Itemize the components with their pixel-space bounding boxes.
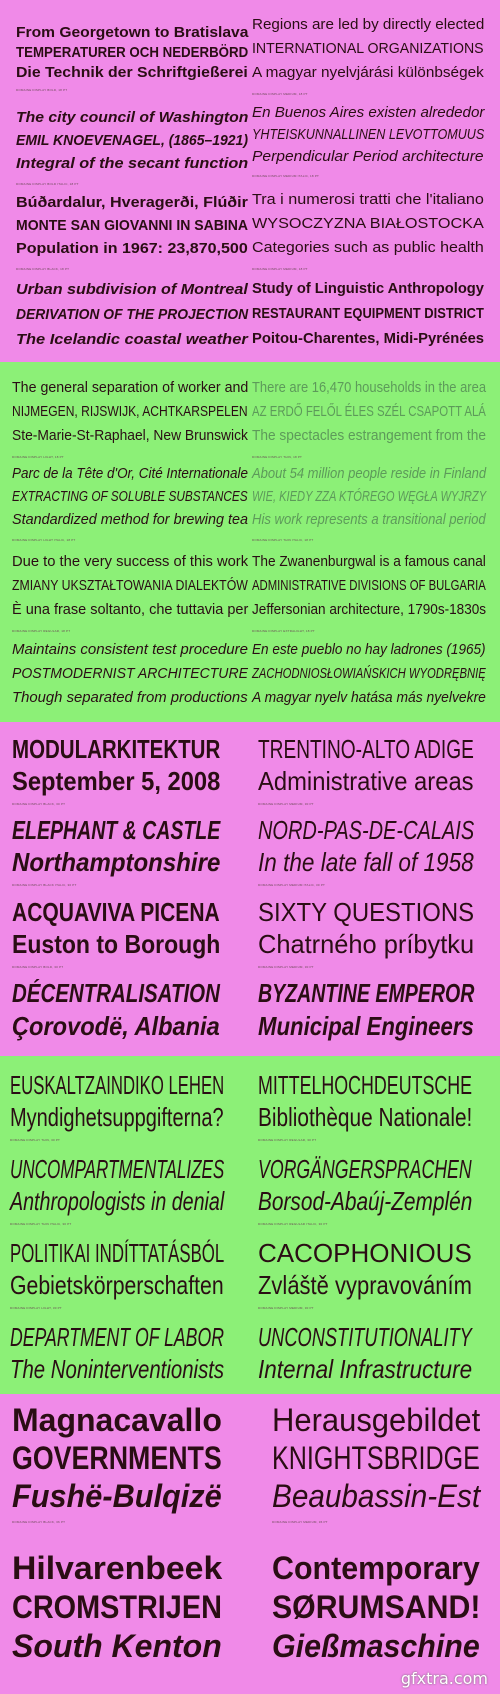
specimen-line: YHTEISKUNNALLINEN LEVOTTOMUUS bbox=[252, 126, 485, 143]
font-caption: DOMAINE DISPLAY MEDIUM, 36 PT bbox=[272, 1520, 328, 1524]
specimen-line: NORD-PAS-DE-CALAIS bbox=[258, 815, 475, 845]
specimen-line: MITTELHOCHDEUTSCHE bbox=[258, 1070, 473, 1100]
font-caption: DOMAINE DISPLAY THIN ITALIC, 18 PT bbox=[252, 538, 314, 542]
specimen-block bbox=[252, 191, 492, 271]
specimen-block bbox=[272, 1402, 500, 1524]
specimen-line: From Georgetown to Bratislava bbox=[16, 24, 249, 41]
font-caption: DOMAINE DISPLAY THIN, 18 PT bbox=[252, 455, 303, 459]
specimen-line: AZ ERDŐ FELŐL ÉLES SZÉL CSAPOTT ALÁ bbox=[252, 403, 486, 420]
specimen-line: Due to the very success of this work bbox=[12, 553, 249, 570]
specimen-line: Bibliothèque Nationale! bbox=[258, 1102, 473, 1132]
specimen-block bbox=[12, 1402, 252, 1524]
specimen-line: Gießmaschine bbox=[272, 1628, 480, 1664]
font-caption: DOMAINE DISPLAY THIN ITALIC, 30 PT bbox=[10, 1222, 72, 1226]
specimen-block bbox=[252, 465, 492, 542]
specimen-block bbox=[258, 978, 498, 1044]
specimen-line: A magyar nyelvjárási különbségek bbox=[252, 64, 484, 81]
specimen-line: MODULARKITEKTUR bbox=[12, 734, 221, 764]
specimen-band-1 bbox=[0, 0, 500, 362]
specimen-line: The Zwanenburgwal is a famous canal bbox=[252, 553, 486, 570]
watermark: gfxtra.com bbox=[400, 1669, 488, 1688]
specimen-block bbox=[258, 1070, 498, 1142]
specimen-line: Parc de la Tête d'Or, Cité Internationale bbox=[12, 465, 249, 482]
font-caption: DOMAINE DISPLAY MEDIUM ITALIC, 18 PT bbox=[252, 174, 320, 178]
font-caption: DOMAINE DISPLAY MEDIUM, 18 PT bbox=[252, 267, 308, 271]
specimen-line: His work represents a transitional period bbox=[252, 511, 486, 528]
font-caption: DOMAINE DISPLAY REGULAR ITALIC, 30 PT bbox=[258, 1222, 328, 1226]
specimen-line: Búðardalur, Hveragerði, Flúðir bbox=[16, 194, 248, 211]
specimen-line: Population in 1967: 23,870,500 bbox=[16, 240, 248, 257]
specimen-line: Borsod-Abaúj-Zemplén bbox=[258, 1186, 473, 1216]
specimen-line: Municipal Engineers bbox=[258, 1011, 474, 1041]
specimen-line: Urban subdivision of Montreal bbox=[16, 281, 248, 298]
specimen-block bbox=[252, 379, 492, 459]
specimen-block bbox=[12, 734, 252, 806]
specimen-block bbox=[258, 897, 498, 969]
specimen-line: GOVERNMENTS bbox=[12, 1440, 222, 1476]
font-caption: DOMAINE DISPLAY REGULAR, 18 PT bbox=[12, 629, 71, 633]
specimen-block bbox=[12, 1550, 252, 1667]
specimen-line: SØRUMSAND! bbox=[272, 1589, 481, 1625]
specimen-line: In the late fall of 1958 bbox=[258, 847, 474, 877]
specimen-block bbox=[16, 24, 256, 92]
specimen-line: CROMSTRIJEN bbox=[12, 1589, 222, 1625]
specimen-line: Fushë-Bulqizë bbox=[12, 1478, 222, 1514]
specimen-line: Herausgebildet bbox=[272, 1402, 481, 1438]
specimen-line: South Kenton bbox=[12, 1628, 222, 1664]
specimen-line: The city council of Washington bbox=[16, 109, 249, 126]
specimen-line: The Icelandic coastal weather bbox=[16, 331, 248, 348]
specimen-line: RESTAURANT EQUIPMENT DISTRICT bbox=[252, 305, 484, 322]
specimen-line: Poitou-Charentes, Midi-Pyrénées bbox=[252, 330, 485, 347]
specimen-line: TEMPERATURER OCH NEDERBÖRD bbox=[16, 44, 249, 61]
specimen-line: Tra i numerosi tratti che l'italiano bbox=[252, 191, 484, 208]
font-caption: DOMAINE DISPLAY MEDIUM, 18 PT bbox=[252, 92, 308, 96]
specimen-block bbox=[258, 1322, 498, 1386]
specimen-line: WIE, KIEDY ZZA KTÓREGO WĘGŁA WYJRZY bbox=[252, 488, 487, 505]
specimen-line: ZACHODNIOSŁOWIAŃSKICH WYODRĘBNIĘ bbox=[252, 665, 486, 682]
specimen-line: EMIL KNOEVENAGEL, (1865–1921) bbox=[16, 132, 248, 149]
specimen-line: There are 16,470 households in the area bbox=[252, 379, 487, 396]
specimen-line: Zvláště vypravováním bbox=[258, 1270, 472, 1300]
specimen-line: Study of Linguistic Anthropology bbox=[252, 280, 484, 297]
specimen-line: DEPARTMENT OF LABOR bbox=[10, 1322, 224, 1352]
specimen-block bbox=[12, 379, 252, 459]
specimen-line: The general separation of worker and bbox=[12, 379, 249, 396]
specimen-block bbox=[16, 281, 256, 356]
specimen-line: Ste-Marie-St-Raphael, New Brunswick bbox=[12, 427, 248, 444]
specimen-line: Administrative areas bbox=[258, 766, 474, 796]
font-caption: DOMAINE DISPLAY LIGHT, 18 PT bbox=[12, 455, 64, 459]
specimen-line: Standardized method for brewing tea bbox=[12, 511, 248, 528]
specimen-line: ELEPHANT & CASTLE bbox=[12, 815, 221, 845]
specimen-block bbox=[10, 1070, 250, 1142]
font-caption: DOMAINE DISPLAY BLACK, 30 PT bbox=[12, 802, 66, 806]
specimen-band-2 bbox=[0, 362, 500, 722]
specimen-block bbox=[12, 641, 252, 713]
specimen-block bbox=[10, 1154, 250, 1226]
specimen-block bbox=[252, 280, 492, 355]
font-caption: DOMAINE DISPLAY THIN, 30 PT bbox=[10, 1138, 61, 1142]
font-caption: DOMAINE DISPLAY BLACK, 36 PT bbox=[12, 1520, 66, 1524]
specimen-line: DÉCENTRALISATION bbox=[12, 978, 220, 1008]
font-caption: DOMAINE DISPLAY MEDIUM, 30 PT bbox=[258, 802, 314, 806]
specimen-line: NIJMEGEN, RIJSWIJK, ACHTKARSPELEN bbox=[12, 403, 248, 420]
font-caption: DOMAINE DISPLAY LIGHT, 30 PT bbox=[10, 1306, 62, 1310]
specimen-block bbox=[12, 815, 252, 887]
specimen-line: MONTE SAN GIOVANNI IN SABINA bbox=[16, 217, 249, 234]
specimen-line: En este pueblo no hay ladrones (1965) bbox=[252, 641, 486, 658]
specimen-line: POLITIKAI INDÍTTATÁSBÓL bbox=[10, 1238, 225, 1268]
specimen-block bbox=[258, 1238, 498, 1310]
specimen-line: Myndighetsuppgifterna? bbox=[10, 1102, 224, 1132]
specimen-line: Beaubassin-Est bbox=[272, 1478, 481, 1514]
font-caption: DOMAINE DISPLAY MEDIUM, 30 PT bbox=[258, 965, 314, 969]
font-caption: DOMAINE DISPLAY LIGHT ITALIC, 18 PT bbox=[12, 538, 76, 542]
specimen-line: Jeffersonian architecture, 1790s-1830s bbox=[252, 601, 487, 618]
specimen-block bbox=[252, 16, 492, 96]
specimen-line: Chatrného príbytku bbox=[258, 929, 475, 959]
specimen-line: ACQUAVIVA PICENA bbox=[12, 897, 220, 927]
specimen-line: DERIVATION OF THE PROJECTION bbox=[16, 306, 249, 323]
specimen-band-5 bbox=[0, 1394, 500, 1694]
specimen-block bbox=[16, 194, 256, 271]
specimen-line: Internal Infrastructure bbox=[258, 1354, 473, 1384]
specimen-block bbox=[10, 1322, 250, 1386]
specimen-line: KNIGHTSBRIDGE bbox=[272, 1440, 480, 1476]
specimen-line: Though separated from productions bbox=[12, 689, 248, 706]
specimen-band-4 bbox=[0, 1056, 500, 1394]
specimen-block bbox=[252, 104, 492, 178]
specimen-line: POSTMODERNIST ARCHITECTURE bbox=[12, 665, 248, 682]
specimen-block bbox=[252, 641, 492, 713]
specimen-line: Magnacavallo bbox=[12, 1402, 222, 1438]
specimen-block bbox=[16, 109, 256, 186]
specimen-line: About 54 million people reside in Finland bbox=[252, 465, 487, 482]
specimen-block bbox=[258, 734, 498, 806]
specimen-line: BYZANTINE EMPEROR bbox=[258, 978, 475, 1008]
specimen-line: En Buenos Aires existen alrededor bbox=[252, 104, 485, 121]
font-caption: DOMAINE DISPLAY MEDIUM, 30 PT bbox=[258, 1306, 314, 1310]
specimen-block bbox=[252, 553, 492, 633]
specimen-line: EUSKALTZAINDIKO LEHEN bbox=[10, 1070, 225, 1100]
specimen-block bbox=[10, 1238, 250, 1310]
specimen-line: EXTRACTING OF SOLUBLE SUBSTANCES bbox=[12, 488, 248, 505]
specimen-line: The spectacles estrangement from the bbox=[252, 427, 486, 444]
specimen-line: Categories such as public health bbox=[252, 239, 484, 256]
specimen-block bbox=[12, 553, 252, 633]
specimen-block bbox=[12, 978, 252, 1044]
specimen-line: Çorovodë, Albania bbox=[12, 1011, 220, 1041]
specimen-block bbox=[258, 815, 498, 887]
specimen-line: ZMIANY UKSZTAŁTOWANIA DIALEKTÓW bbox=[12, 577, 248, 594]
specimen-line: ADMINISTRATIVE DIVISIONS OF BULGARIA bbox=[252, 577, 486, 594]
specimen-line: A magyar nyelv hatása más nyelvekre bbox=[252, 689, 486, 706]
specimen-line: INTERNATIONAL ORGANIZATIONS bbox=[252, 40, 484, 57]
specimen-line: September 5, 2008 bbox=[12, 766, 221, 796]
specimen-line: Hilvarenbeek bbox=[12, 1550, 223, 1586]
font-caption: DOMAINE DISPLAY MEDIUM ITALIC, 30 PT bbox=[258, 883, 326, 887]
specimen-line: CACOPHONIOUS bbox=[258, 1238, 472, 1268]
specimen-line: Euston to Borough bbox=[12, 929, 221, 959]
font-caption: DOMAINE DISPLAY REGULAR, 30 PT bbox=[258, 1138, 317, 1142]
font-caption: DOMAINE DISPLAY BLACK, 18 PT bbox=[16, 267, 70, 271]
specimen-block bbox=[12, 897, 252, 969]
specimen-line: UNCONSTITUTIONALITY bbox=[258, 1322, 472, 1352]
specimen-line: SIXTY QUESTIONS bbox=[258, 897, 475, 927]
font-caption: DOMAINE DISPLAY BOLD, 18 PT bbox=[16, 88, 68, 92]
specimen-line: UNCOMPARTMENTALIZES bbox=[10, 1154, 225, 1184]
specimen-line: Regions are led by directly elected bbox=[252, 16, 485, 33]
font-caption: DOMAINE DISPLAY BOLD ITALIC, 18 PT bbox=[16, 182, 79, 186]
specimen-line: WYSOCZYZNA BIAŁOSTOCKA bbox=[252, 215, 484, 232]
specimen-block bbox=[272, 1550, 500, 1667]
font-caption: DOMAINE DISPLAY BLACK ITALIC, 30 PT bbox=[12, 883, 77, 887]
specimen-line: Gebietskörperschaften bbox=[10, 1270, 224, 1300]
specimen-band-3 bbox=[0, 722, 500, 1056]
font-caption: DOMAINE DISPLAY EXTRALIGHT, 18 PT bbox=[252, 629, 315, 633]
specimen-line: Northamptonshire bbox=[12, 847, 221, 877]
specimen-line: Perpendicular Period architecture bbox=[252, 148, 484, 165]
specimen-line: Contemporary bbox=[272, 1550, 480, 1586]
specimen-block bbox=[258, 1154, 498, 1226]
specimen-line: Maintains consistent test procedure bbox=[12, 641, 248, 658]
specimen-line: VORGÄNGERSPRACHEN bbox=[258, 1154, 472, 1184]
specimen-line: Die Technik der Schriftgießerei bbox=[16, 64, 248, 81]
specimen-block bbox=[12, 465, 252, 542]
specimen-line: TRENTINO-ALTO ADIGE bbox=[258, 734, 474, 764]
specimen-line: Anthropologists in denial bbox=[10, 1186, 225, 1216]
specimen-line: The Noninterventionists bbox=[10, 1354, 225, 1384]
specimen-line: È una frase soltanto, che tuttavia per bbox=[12, 601, 249, 618]
specimen-line: Integral of the secant function bbox=[16, 155, 249, 172]
font-caption: DOMAINE DISPLAY BOLD, 30 PT bbox=[12, 965, 64, 969]
